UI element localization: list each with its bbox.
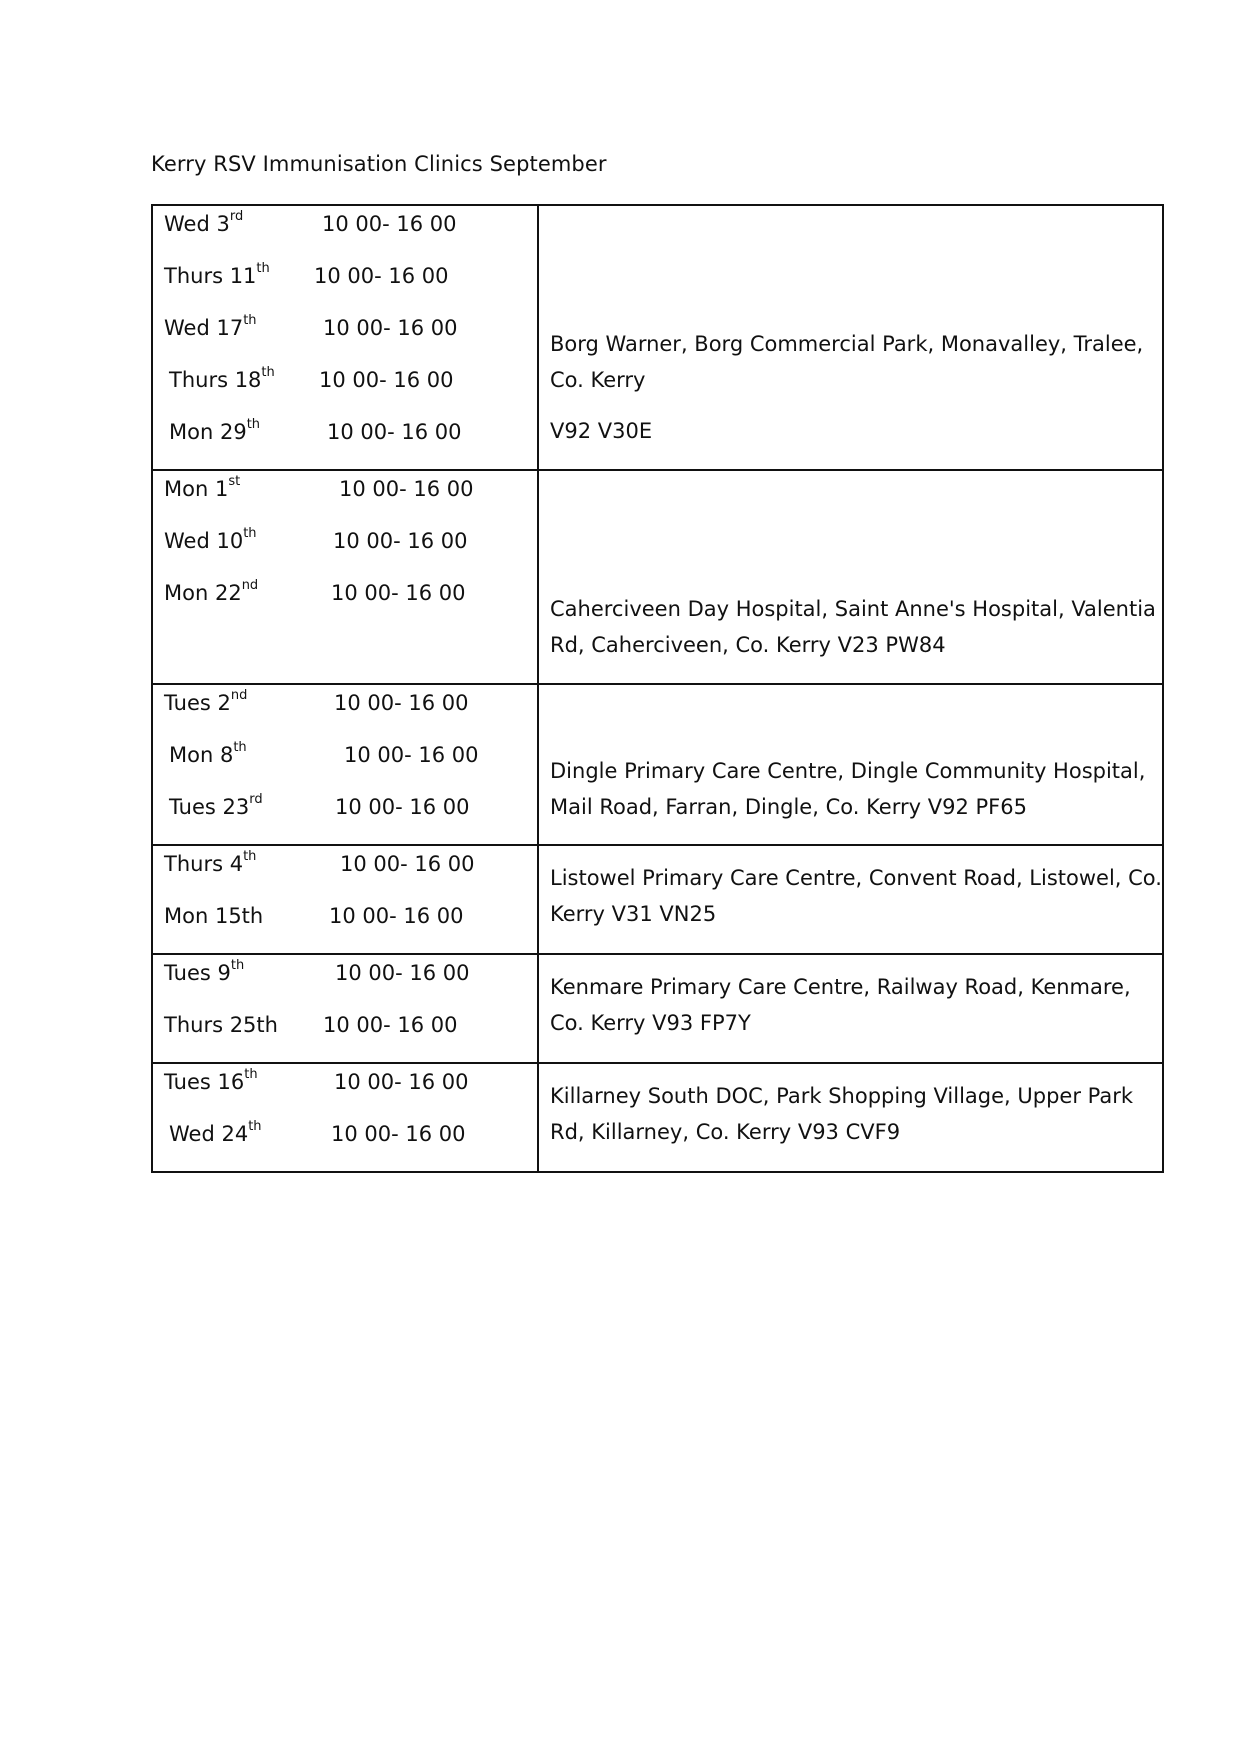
clinic-session	[164, 313, 537, 365]
session-day: Thurs 4th	[164, 849, 257, 876]
clinic-location	[538, 954, 1163, 1063]
clinic-session	[164, 1010, 537, 1062]
session-time: 10 00- 16 00	[331, 1122, 466, 1146]
session-time: 10 00- 16 00	[334, 691, 469, 715]
clinic-session	[164, 740, 537, 792]
session-time: 10 00- 16 00	[333, 529, 468, 553]
session-time: 10 00- 16 00	[329, 904, 464, 928]
session-time: 10 00- 16 00	[327, 420, 462, 444]
clinic-location	[538, 1063, 1163, 1172]
clinic-dates	[152, 954, 538, 1063]
location-address: Caherciveen Day Hospital, Saint Anne's Hospital, Valentia Rd, Caherciveen, Co. Kerry V23 PW84	[550, 597, 1156, 657]
clinic-session	[164, 261, 537, 313]
clinic-row-dingle	[152, 684, 1163, 845]
clinic-session	[164, 474, 537, 526]
session-day: Mon 8th	[169, 740, 247, 767]
clinic-row-caherciveen	[152, 470, 1163, 684]
session-day: Tues 23rd	[169, 792, 263, 819]
clinic-location	[538, 845, 1163, 954]
clinic-session	[164, 958, 537, 1010]
session-time: 10 00- 16 00	[334, 1070, 469, 1094]
clinic-row-listowel	[152, 845, 1163, 954]
location-address: Kenmare Primary Care Centre, Railway Road, Kenmare, Co. Kerry V93 FP7Y	[550, 975, 1131, 1035]
location-address: Dingle Primary Care Centre, Dingle Community Hospital, Mail Road, Farran, Dingle, Co. Kerry V92 PF65	[550, 759, 1146, 819]
session-time: 10 00- 16 00	[335, 961, 470, 985]
session-time: 10 00- 16 00	[331, 581, 466, 605]
clinic-location	[538, 205, 1163, 470]
session-day: Mon 29th	[169, 417, 261, 444]
clinic-session	[164, 578, 537, 630]
session-day: Wed 3rd	[164, 209, 244, 236]
location-address: Killarney South DOC, Park Shopping Village, Upper Park Rd, Killarney, Co. Kerry V93 CVF9	[550, 1084, 1134, 1144]
clinic-session	[164, 688, 537, 740]
session-time: 10 00- 16 00	[344, 743, 479, 767]
session-time: 10 00- 16 00	[335, 795, 470, 819]
session-day: Wed 10th	[164, 526, 257, 553]
document-title: Kerry RSV Immunisation Clinics September	[151, 152, 607, 176]
clinic-row-kenmare	[152, 954, 1163, 1063]
location-address: Listowel Primary Care Centre, Convent Road, Listowel, Co. Kerry V31 VN25	[550, 866, 1162, 926]
session-time: 10 00- 16 00	[322, 212, 457, 236]
session-day: Tues 16th	[164, 1067, 258, 1094]
session-day: Thurs 25th	[164, 1013, 278, 1037]
session-time: 10 00- 16 00	[339, 477, 474, 501]
clinic-dates	[152, 845, 538, 954]
session-day: Wed 17th	[164, 313, 257, 340]
location-address: Borg Warner, Borg Commercial Park, Monavalley, Tralee, Co. Kerry	[550, 332, 1144, 392]
clinic-session	[164, 209, 537, 261]
clinic-session	[164, 849, 537, 901]
session-day: Mon 1st	[164, 474, 241, 501]
session-day: Wed 24th	[169, 1119, 262, 1146]
session-day: Tues 9th	[164, 958, 245, 985]
clinic-session	[164, 417, 537, 469]
session-day: Mon 22nd	[164, 578, 259, 605]
location-eircode: V92 V30E	[550, 419, 653, 443]
clinic-dates	[152, 205, 538, 470]
clinic-dates	[152, 684, 538, 845]
session-day: Thurs 11th	[164, 261, 270, 288]
clinic-location	[538, 684, 1163, 845]
clinic-session	[164, 792, 537, 844]
clinic-session	[164, 1067, 537, 1119]
clinic-session	[164, 901, 537, 953]
session-day: Tues 2nd	[164, 688, 248, 715]
clinic-schedule-table	[151, 204, 1164, 1173]
clinic-row-killarney	[152, 1063, 1163, 1172]
clinic-session	[164, 526, 537, 578]
clinic-session	[164, 1119, 537, 1171]
session-time: 10 00- 16 00	[314, 264, 449, 288]
clinic-dates	[152, 470, 538, 684]
clinic-session	[164, 365, 537, 417]
session-day: Thurs 18th	[169, 365, 275, 392]
session-time: 10 00- 16 00	[323, 1013, 458, 1037]
clinic-location	[538, 470, 1163, 684]
session-time: 10 00- 16 00	[319, 368, 454, 392]
clinic-dates	[152, 1063, 538, 1172]
clinic-row-tralee	[152, 205, 1163, 470]
session-time: 10 00- 16 00	[340, 852, 475, 876]
session-day: Mon 15th	[164, 904, 264, 928]
session-time: 10 00- 16 00	[323, 316, 458, 340]
